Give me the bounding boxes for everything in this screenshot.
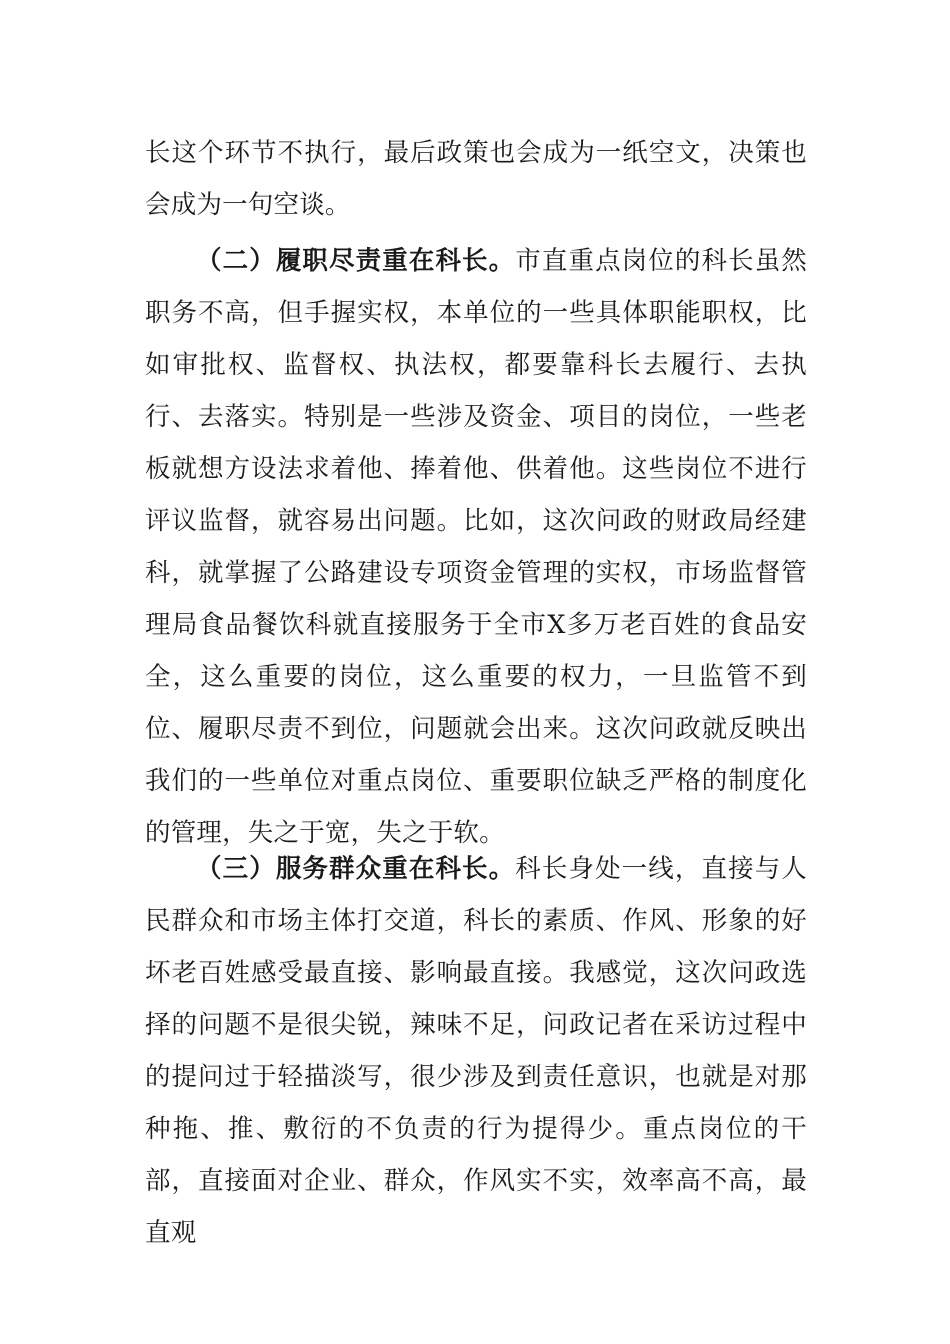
- section-2-heading: （二）履职尽责重在科长。: [196, 246, 516, 276]
- paragraph-1-text: 长这个环节不执行，最后政策也会成为一纸空文，决策也会成为一句空谈。: [145, 138, 807, 220]
- paragraph-3: [145, 843, 807, 1259]
- section-2-paragraph: [145, 235, 807, 859]
- paragraph-2-text: 市直重点岗位的科长虽然职务不高，但手握实权，本单位的一些具体职能职权，比如审批权、监督权、执法权，都要靠科长去履行、去执行、去落实。特别是一些涉及资金、项目的岗位，一些老板就想方设法求着他、捧着他、供着他。这些岗位不进行评议监督，就容易出问题。比如，这次问政的财政局经建科，就掌握了公路建设专项资金管理的实权，市场监督管理局食品餐饮科就直接服务于全市X多万老百姓的食品安全，这么重要的岗位，这么重要的权力，一旦监管不到位、履职尽责不到位，问题就会出来。这次问政就反映出我们的一些单位对重点岗位、重要职位缺乏严格的制度化的管理，失之于宽，失之于软。: [145, 246, 808, 848]
- section-3-heading: （三）服务群众重在科长。: [196, 854, 516, 884]
- paragraph-2: [145, 235, 807, 859]
- section-3-paragraph: [145, 843, 807, 1259]
- paragraph-continuation: [145, 127, 807, 231]
- paragraph-3-text: 科长身处一线，直接与人民群众和市场主体打交道，科长的素质、作风、形象的好坏老百姓感受最直接、影响最直接。我感觉，这次问政选择的问题不是很尖锐，辣味不足，问政记者在采访过程中的提问过于轻描淡写，很少涉及到责任意识，也就是对那种拖、推、敷衍的不负责的行为提得少。重点岗位的干部，直接面对企业、群众，作风实不实，效率高不高，最直观: [145, 854, 808, 1248]
- paragraph-1: [145, 127, 807, 231]
